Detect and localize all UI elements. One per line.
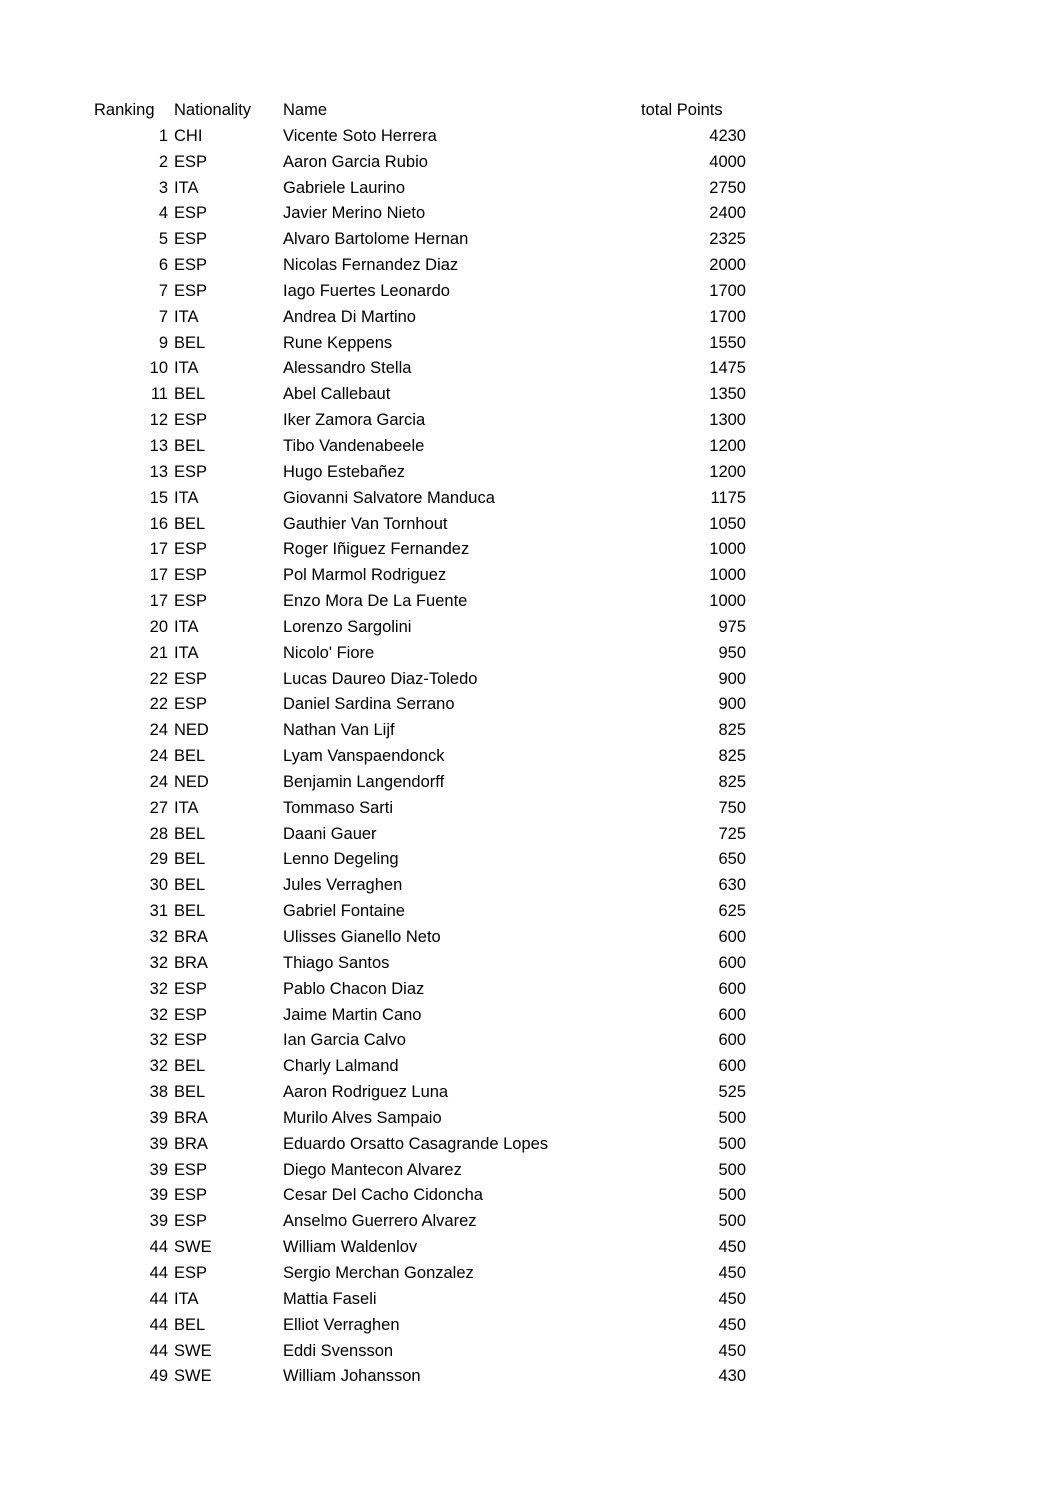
ranking-cell: 4 <box>158 204 168 223</box>
nationality-cell: ITA <box>174 359 199 378</box>
nationality-cell: BEL <box>174 747 206 766</box>
points-cell: 900 <box>718 669 746 688</box>
table-row <box>0 1209 1058 1235</box>
ranking-cell: 44 <box>149 1315 168 1334</box>
name-cell: Cesar Del Cacho Cidoncha <box>283 1186 483 1205</box>
name-cell: Tommaso Sarti <box>283 798 394 817</box>
table-body <box>0 124 1058 1390</box>
ranking-cell: 24 <box>149 721 168 740</box>
ranking-cell: 12 <box>149 411 168 430</box>
ranking-cell: 44 <box>149 1341 168 1360</box>
nationality-cell: BRA <box>174 953 208 972</box>
nationality-cell: BRA <box>174 1134 208 1153</box>
table-row <box>0 305 1058 331</box>
ranking-cell: 13 <box>149 462 168 481</box>
name-cell: Benjamin Langendorff <box>283 772 445 791</box>
name-cell: Gabriel Fontaine <box>283 902 405 921</box>
points-cell: 625 <box>718 902 746 921</box>
nationality-cell: BEL <box>174 385 206 404</box>
table-row <box>0 1261 1058 1287</box>
nationality-cell: ESP <box>174 204 208 223</box>
nationality-cell: ESP <box>174 669 208 688</box>
table-row <box>0 641 1058 667</box>
name-cell: Nicolo' Fiore <box>283 643 375 662</box>
nationality-cell: ESP <box>174 695 208 714</box>
table-row <box>0 615 1058 641</box>
name-cell: Charly Lalmand <box>283 1057 399 1076</box>
points-cell: 1700 <box>709 281 746 300</box>
name-cell: Anselmo Guerrero Alvarez <box>283 1212 477 1231</box>
points-cell: 1000 <box>709 592 746 611</box>
points-cell: 1300 <box>709 411 746 430</box>
points-cell: 1050 <box>709 514 746 533</box>
table-row <box>0 692 1058 718</box>
points-cell: 1200 <box>709 462 746 481</box>
table-row <box>0 253 1058 279</box>
table-row <box>0 176 1058 202</box>
table-row <box>0 589 1058 615</box>
ranking-cell: 39 <box>149 1160 168 1179</box>
table-row <box>0 718 1058 744</box>
ranking-cell: 24 <box>149 772 168 791</box>
name-cell: Daani Gauer <box>283 824 377 843</box>
points-cell: 2400 <box>709 204 746 223</box>
table-row <box>0 331 1058 357</box>
points-cell: 4230 <box>709 126 746 145</box>
name-cell: Abel Callebaut <box>283 385 391 404</box>
nationality-cell: BEL <box>174 1057 206 1076</box>
nationality-cell: ESP <box>174 1263 208 1282</box>
points-cell: 1700 <box>709 307 746 326</box>
table-row <box>0 667 1058 693</box>
table-row <box>0 279 1058 305</box>
ranking-cell: 39 <box>149 1186 168 1205</box>
nationality-cell: BRA <box>174 1108 208 1127</box>
points-cell: 525 <box>718 1083 746 1102</box>
ranking-cell: 32 <box>149 928 168 946</box>
nationality-cell: ESP <box>174 411 208 430</box>
nationality-cell: SWE <box>174 1341 212 1360</box>
nationality-cell: CHI <box>174 126 203 145</box>
table-row <box>0 382 1058 408</box>
name-cell: William Waldenlov <box>283 1238 418 1257</box>
nationality-cell: BEL <box>174 1083 206 1102</box>
nationality-cell: ITA <box>174 178 199 197</box>
points-cell: 1550 <box>709 333 746 352</box>
points-cell: 4000 <box>709 152 746 171</box>
table-row <box>0 1054 1058 1080</box>
table-row <box>0 1158 1058 1184</box>
name-cell: Gabriele Laurino <box>283 178 405 197</box>
table-row <box>0 1080 1058 1106</box>
nationality-cell: BEL <box>174 876 206 895</box>
points-cell: 2750 <box>709 178 746 197</box>
table-row <box>0 1106 1058 1132</box>
nationality-cell: ESP <box>174 592 208 611</box>
table-row <box>0 356 1058 382</box>
points-cell: 2325 <box>709 230 746 249</box>
points-cell: 600 <box>718 953 746 972</box>
nationality-cell: ITA <box>174 643 199 662</box>
table-row <box>0 227 1058 253</box>
table-row <box>0 1339 1058 1365</box>
ranking-cell: 17 <box>149 566 168 585</box>
name-cell: Tibo Vandenabeele <box>283 436 425 455</box>
name-cell: Lucas Daureo Diaz-Toledo <box>283 669 478 688</box>
ranking-cell: 32 <box>149 1031 168 1050</box>
ranking-cell: 28 <box>149 824 168 843</box>
name-cell: Eddi Svensson <box>283 1341 394 1360</box>
nationality-cell: ESP <box>174 152 208 171</box>
points-cell: 1350 <box>709 385 746 404</box>
name-cell: Sergio Merchan Gonzalez <box>283 1263 474 1282</box>
name-cell: Jaime Martin Cano <box>283 1005 422 1024</box>
points-cell: 500 <box>718 1212 746 1231</box>
ranking-cell: 20 <box>149 617 168 636</box>
nationality-cell: BRA <box>174 928 208 946</box>
name-cell: Ian Garcia Calvo <box>283 1031 406 1050</box>
name-cell: Alessandro Stella <box>283 359 412 378</box>
nationality-cell: ESP <box>174 566 208 585</box>
name-cell: Lenno Degeling <box>283 850 399 869</box>
nationality-cell: BEL <box>174 333 206 352</box>
ranking-cell: 39 <box>149 1134 168 1153</box>
name-cell: Pablo Chacon Diaz <box>283 979 425 998</box>
name-cell: Lorenzo Sargolini <box>283 617 412 636</box>
points-cell: 650 <box>718 850 746 869</box>
points-cell: 1000 <box>709 540 746 559</box>
ranking-cell: 17 <box>149 592 168 611</box>
table-row <box>0 1132 1058 1158</box>
table-row <box>0 822 1058 848</box>
points-cell: 450 <box>718 1315 746 1334</box>
nationality-cell: ESP <box>174 1186 208 1205</box>
name-cell: Ulisses Gianello Neto <box>283 928 441 946</box>
table-row <box>0 1003 1058 1029</box>
header-total-points: total Points <box>641 101 723 119</box>
table-row <box>0 951 1058 977</box>
points-cell: 825 <box>718 772 746 791</box>
table-row <box>0 124 1058 150</box>
table-header-row <box>0 98 1058 124</box>
table-row <box>0 512 1058 538</box>
name-cell: Giovanni Salvatore Manduca <box>283 488 495 507</box>
ranking-cell: 22 <box>149 669 168 688</box>
name-cell: Aaron Rodriguez Luna <box>283 1083 449 1102</box>
name-cell: Nathan Van Lijf <box>283 721 395 740</box>
nationality-cell: ITA <box>174 1289 199 1308</box>
ranking-cell: 17 <box>149 540 168 559</box>
name-cell: Thiago Santos <box>283 953 390 972</box>
header-nationality: Nationality <box>174 101 252 119</box>
ranking-cell: 11 <box>150 385 168 404</box>
table-row <box>0 408 1058 434</box>
points-cell: 450 <box>718 1238 746 1257</box>
name-cell: Aaron Garcia Rubio <box>283 152 428 171</box>
nationality-cell: ESP <box>174 1160 208 1179</box>
points-cell: 430 <box>718 1367 746 1386</box>
ranking-cell: 31 <box>149 902 168 921</box>
table-row <box>0 1313 1058 1339</box>
ranking-cell: 1 <box>158 126 168 145</box>
table-row <box>0 796 1058 822</box>
name-cell: Mattia Faseli <box>283 1289 377 1308</box>
table-row <box>0 873 1058 899</box>
points-cell: 450 <box>718 1263 746 1282</box>
ranking-cell: 24 <box>149 747 168 766</box>
ranking-cell: 44 <box>149 1289 168 1308</box>
nationality-cell: BEL <box>174 850 206 869</box>
table-row <box>0 977 1058 1003</box>
ranking-cell: 6 <box>158 256 168 275</box>
table-row <box>0 434 1058 460</box>
nationality-cell: ITA <box>174 798 199 817</box>
ranking-cell: 22 <box>149 695 168 714</box>
points-cell: 950 <box>718 643 746 662</box>
name-cell: Javier Merino Nieto <box>283 204 426 223</box>
ranking-cell: 7 <box>158 307 168 326</box>
nationality-cell: NED <box>174 721 209 740</box>
nationality-cell: ESP <box>174 1031 208 1050</box>
points-cell: 630 <box>718 876 746 895</box>
table-row <box>0 1028 1058 1054</box>
points-cell: 750 <box>718 798 746 817</box>
points-cell: 825 <box>718 721 746 740</box>
points-cell: 1475 <box>709 359 746 378</box>
nationality-cell: ESP <box>174 281 208 300</box>
name-cell: Vicente Soto Herrera <box>283 126 437 145</box>
nationality-cell: ESP <box>174 1005 208 1024</box>
table-row <box>0 563 1058 589</box>
nationality-cell: NED <box>174 772 209 791</box>
name-cell: Alvaro Bartolome Hernan <box>283 230 469 249</box>
points-cell: 500 <box>718 1134 746 1153</box>
name-cell: Hugo Estebañez <box>283 462 406 481</box>
ranking-cell: 21 <box>149 643 168 662</box>
table-row <box>0 1287 1058 1313</box>
nationality-cell: ESP <box>174 979 208 998</box>
header-ranking: Ranking <box>94 101 155 119</box>
ranking-cell: 27 <box>149 798 168 817</box>
table-row <box>0 1235 1058 1261</box>
points-cell: 900 <box>718 695 746 714</box>
ranking-cell: 5 <box>158 230 168 249</box>
name-cell: Diego Mantecon Alvarez <box>283 1160 462 1179</box>
nationality-cell: BEL <box>174 514 206 533</box>
ranking-cell: 16 <box>149 514 168 533</box>
name-cell: Jules Verraghen <box>283 876 403 895</box>
name-cell: Rune Keppens <box>283 333 393 352</box>
nationality-cell: ESP <box>174 462 208 481</box>
ranking-cell: 32 <box>149 1057 168 1076</box>
points-cell: 1175 <box>710 488 746 507</box>
points-cell: 600 <box>718 1031 746 1050</box>
nationality-cell: ESP <box>174 256 208 275</box>
header-name: Name <box>283 101 328 119</box>
table-row <box>0 847 1058 873</box>
points-cell: 500 <box>718 1108 746 1127</box>
ranking-cell: 32 <box>149 953 168 972</box>
name-cell: Enzo Mora De La Fuente <box>283 592 468 611</box>
table-row <box>0 460 1058 486</box>
nationality-cell: ESP <box>174 230 208 249</box>
ranking-cell: 44 <box>149 1238 168 1257</box>
name-cell: Lyam Vanspaendonck <box>283 747 445 766</box>
points-cell: 600 <box>718 928 746 946</box>
name-cell: Eduardo Orsatto Casagrande Lopes <box>283 1134 549 1153</box>
ranking-cell: 2 <box>158 152 168 171</box>
table-row <box>0 1183 1058 1209</box>
ranking-cell: 38 <box>149 1083 168 1102</box>
ranking-cell: 9 <box>158 333 168 352</box>
points-cell: 450 <box>718 1289 746 1308</box>
name-cell: Roger Iñiguez Fernandez <box>283 540 470 559</box>
table-row <box>0 537 1058 563</box>
points-cell: 450 <box>718 1341 746 1360</box>
name-cell: Elliot Verraghen <box>283 1315 400 1334</box>
nationality-cell: ITA <box>174 488 199 507</box>
ranking-cell: 15 <box>149 488 168 507</box>
nationality-cell: ESP <box>174 540 208 559</box>
ranking-cell: 39 <box>149 1212 168 1231</box>
ranking-cell: 32 <box>149 979 168 998</box>
points-cell: 600 <box>718 1057 746 1076</box>
nationality-cell: SWE <box>174 1238 212 1257</box>
points-cell: 825 <box>718 747 746 766</box>
nationality-cell: BEL <box>174 1315 206 1334</box>
nationality-cell: BEL <box>174 436 206 455</box>
nationality-cell: SWE <box>174 1367 212 1386</box>
nationality-cell: ITA <box>174 617 199 636</box>
points-cell: 1200 <box>709 436 746 455</box>
name-cell: Murilo Alves Sampaio <box>283 1108 442 1127</box>
name-cell: Pol Marmol Rodriguez <box>283 566 447 585</box>
nationality-cell: ESP <box>174 1212 208 1231</box>
points-cell: 600 <box>718 1005 746 1024</box>
points-cell: 1000 <box>709 566 746 585</box>
table-row <box>0 1364 1058 1390</box>
ranking-cell: 7 <box>158 281 168 300</box>
nationality-cell: BEL <box>174 902 206 921</box>
ranking-table <box>0 98 1058 1390</box>
name-cell: Gauthier Van Tornhout <box>283 514 448 533</box>
table-row <box>0 150 1058 176</box>
nationality-cell: BEL <box>174 824 206 843</box>
ranking-cell: 30 <box>149 876 168 895</box>
name-cell: Iago Fuertes Leonardo <box>283 281 450 300</box>
name-cell: Andrea Di Martino <box>283 307 416 326</box>
ranking-cell: 49 <box>149 1367 168 1386</box>
name-cell: Daniel Sardina Serrano <box>283 695 455 714</box>
ranking-cell: 13 <box>149 436 168 455</box>
ranking-cell: 10 <box>149 359 168 378</box>
ranking-cell: 39 <box>149 1108 168 1127</box>
table-row <box>0 899 1058 925</box>
table-row <box>0 925 1058 951</box>
name-cell: Nicolas Fernandez Diaz <box>283 256 459 275</box>
nationality-cell: ITA <box>174 307 199 326</box>
ranking-cell: 3 <box>158 178 168 197</box>
ranking-cell: 44 <box>149 1263 168 1282</box>
points-cell: 975 <box>718 617 746 636</box>
ranking-cell: 32 <box>149 1005 168 1024</box>
points-cell: 500 <box>718 1160 746 1179</box>
points-cell: 600 <box>718 979 746 998</box>
table-row <box>0 486 1058 512</box>
table-row <box>0 770 1058 796</box>
points-cell: 725 <box>718 824 746 843</box>
name-cell: William Johansson <box>283 1367 421 1386</box>
points-cell: 2000 <box>709 256 746 275</box>
points-cell: 500 <box>718 1186 746 1205</box>
table-row <box>0 744 1058 770</box>
table-row <box>0 201 1058 227</box>
name-cell: Iker Zamora Garcia <box>283 411 426 430</box>
ranking-cell: 29 <box>149 850 168 869</box>
